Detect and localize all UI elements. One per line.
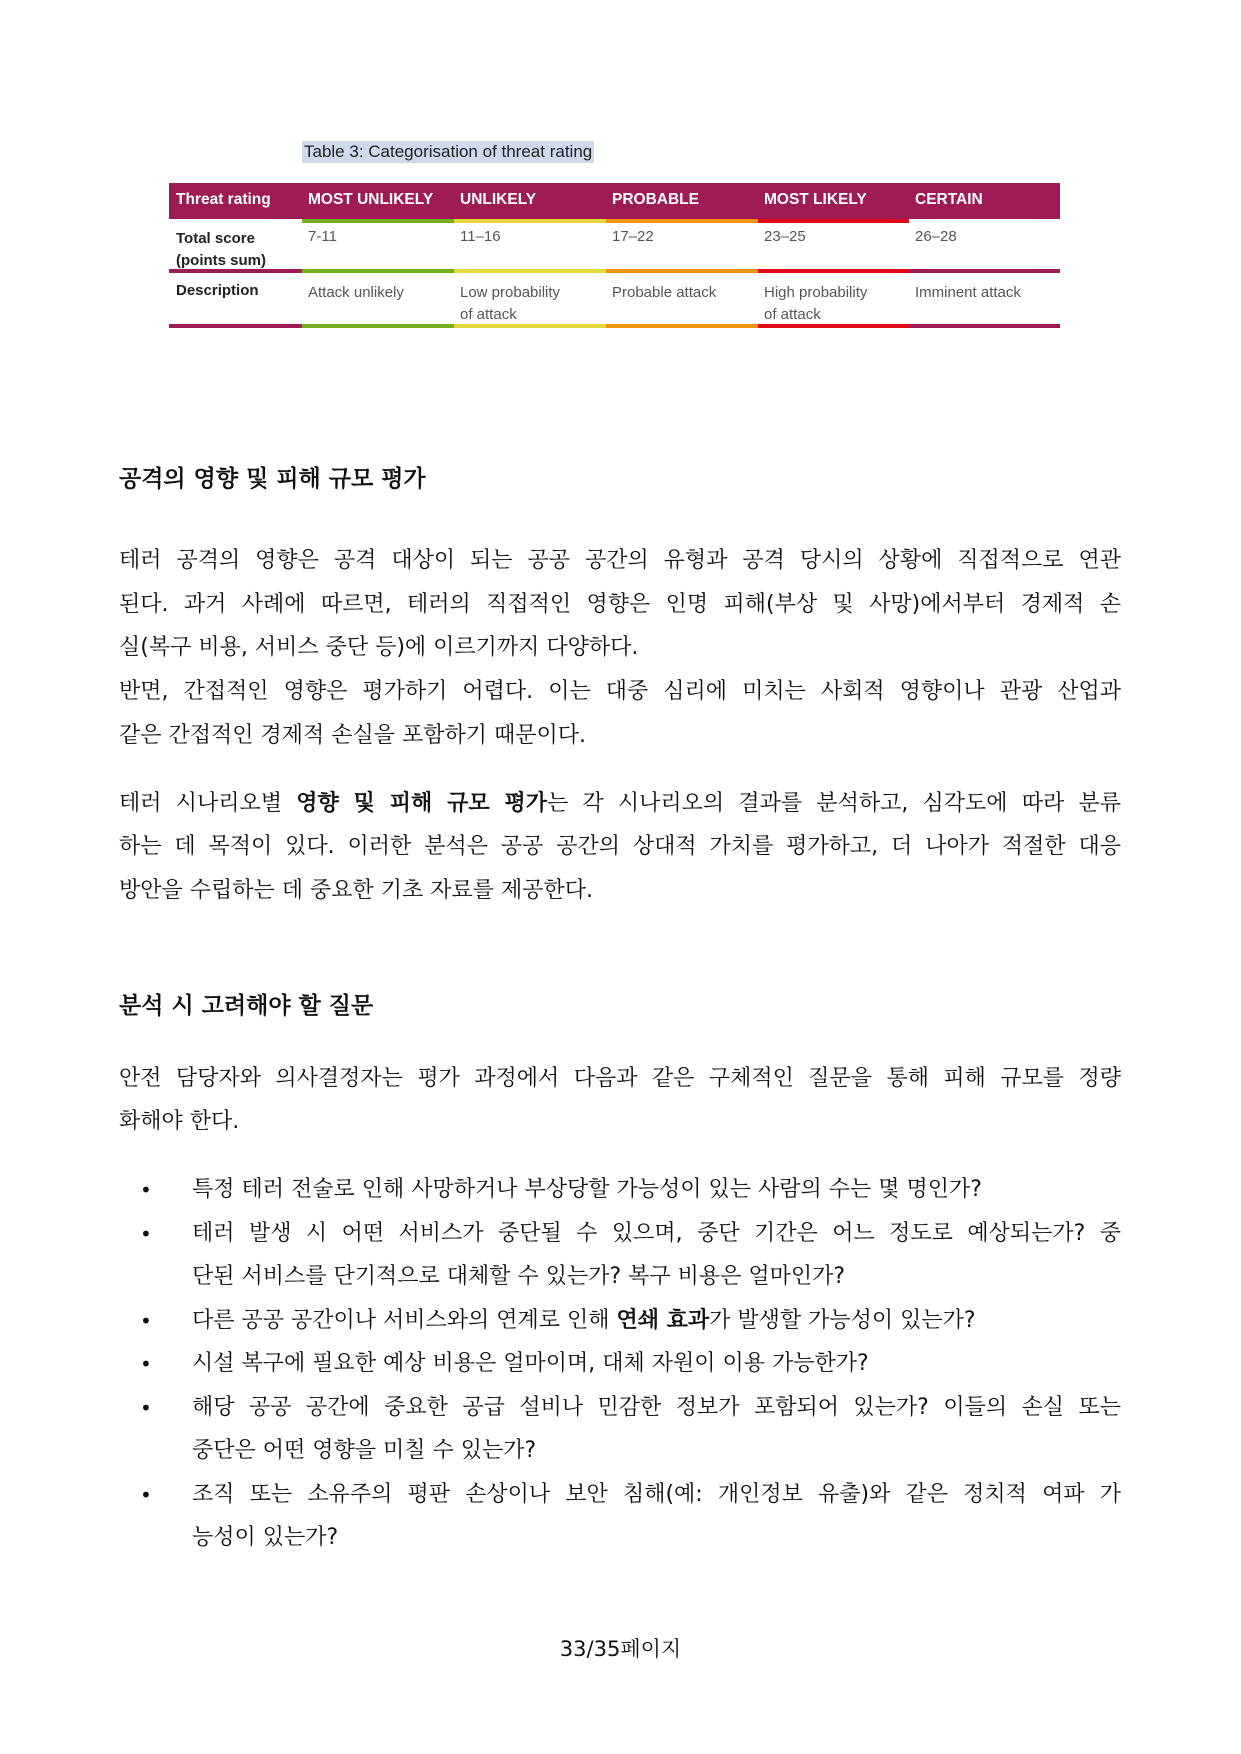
score-most-likely: 23–25 [764, 228, 806, 245]
bold-term: 영향 및 피해 규모 평가 [296, 791, 547, 816]
row-divider-purple [909, 269, 1060, 273]
description-label: Description [176, 282, 259, 299]
bullet-item: 테러 발생 시 어떤 서비스가 중단될 수 있으며, 중단 기간은 어느 정도로 예상되는가? 중 [192, 1221, 1121, 1246]
paragraph-line: 테러 공격의 영향은 공격 대상이 되는 공공 공간의 유형과 공격 당시의 상황에 직접적으로 연관 [119, 548, 1121, 573]
score-label: Total score (points sum) [176, 230, 266, 269]
bullet-icon: • [140, 1352, 152, 1376]
desc-most-unlikely: Attack unlikely [308, 284, 404, 301]
bullet-icon: • [140, 1178, 152, 1202]
table-caption: Table 3: Categorisation of threat rating [304, 142, 593, 161]
bullet-item-cont: 단된 서비스를 단기적으로 대체할 수 있는가? 복구 비용은 얼마인가? [192, 1264, 846, 1289]
bullet-icon: • [140, 1309, 152, 1333]
desc-unlikely: Low probability of attack [460, 284, 561, 323]
header-most-likely: MOST LIKELY [764, 191, 867, 208]
bullet-item: 시설 복구에 필요한 예상 비용은 얼마이며, 대체 자원이 이용 가능한가? [192, 1351, 869, 1376]
desc-certain: Imminent attack [915, 284, 1021, 301]
row-divider-orange [606, 269, 758, 273]
paragraph-line: 안전 담당자와 의사결정자는 평가 과정에서 다음과 같은 구체적인 질문을 통해 피해 규모를 정량 [119, 1066, 1121, 1091]
row-divider-yellow [454, 269, 606, 273]
bullet-item: 특정 테러 전술로 인해 사망하거나 부상당할 가능성이 있는 사람의 수는 몇 명인가? [192, 1177, 982, 1202]
paragraph-line: 실(복구 비용, 서비스 중단 등)에 이르기까지 다양하다. [119, 635, 639, 660]
color-bar-yellow [454, 219, 606, 223]
bottom-bar-red [758, 324, 909, 328]
table-bottom-border [169, 324, 302, 328]
bullet-icon: • [140, 1396, 152, 1420]
paragraph-line: 된다. 과거 사례에 따르면, 테러의 직접적인 영향은 인명 피해(부상 및 사망)에서부터 경제적 손 [119, 592, 1121, 617]
bottom-bar-purple [909, 324, 1060, 328]
header-probable: PROBABLE [612, 191, 699, 208]
page-number: 33/35페이지 [559, 1637, 682, 1661]
bullet-icon: • [140, 1222, 152, 1246]
section-heading-impact: 공격의 영향 및 피해 규모 평가 [119, 466, 426, 492]
score-probable: 17–22 [612, 228, 654, 245]
paragraph-line: 같은 간접적인 경제적 손실을 포함하기 때문이다. [119, 723, 587, 748]
bottom-bar-orange [606, 324, 758, 328]
paragraph-line: 반면, 간접적인 영향은 평가하기 어렵다. 이는 대중 심리에 미치는 사회적 영향이나 관광 산업과 [119, 679, 1121, 704]
header-threat-rating: Threat rating [176, 191, 271, 208]
bullet-item-cont: 중단은 어떤 영향을 미칠 수 있는가? [192, 1438, 537, 1463]
score-unlikely: 11–16 [460, 228, 501, 245]
bullet-icon: • [140, 1483, 152, 1507]
paragraph-line: 하는 데 목적이 있다. 이러한 분석은 공공 공간의 상대적 가치를 평가하고, 더 나아가 적절한 대응 [119, 834, 1121, 859]
section-heading-questions: 분석 시 고려해야 할 질문 [119, 993, 374, 1019]
desc-most-likely: High probability of attack [764, 284, 868, 323]
bullet-item: 해당 공공 공간에 중요한 공급 설비나 민감한 정보가 포함되어 있는가? 이들의 손실 또는 [192, 1395, 1121, 1420]
paragraph-line: 테러 시나리오별 영향 및 피해 규모 평가는 각 시나리오의 결과를 분석하고, 심각도에 따라 분류 [119, 791, 1121, 816]
desc-probable: Probable attack [612, 284, 717, 301]
row-divider [169, 269, 302, 273]
header-certain: CERTAIN [915, 191, 983, 208]
paragraph-line: 방안을 수립하는 데 중요한 기초 자료를 제공한다. [119, 878, 593, 903]
header-most-unlikely: MOST UNLIKELY [308, 191, 434, 208]
score-certain: 26–28 [915, 228, 957, 245]
paragraph-line: 화해야 한다. [119, 1109, 240, 1134]
score-most-unlikely: 7-11 [308, 228, 337, 245]
bottom-bar-yellow [454, 324, 606, 328]
color-bar-red [758, 219, 909, 223]
header-unlikely: UNLIKELY [460, 191, 537, 208]
bullet-item-cont: 능성이 있는가? [192, 1525, 339, 1550]
row-divider-red [758, 269, 909, 273]
bottom-bar-green [302, 324, 454, 328]
color-bar-orange [606, 219, 758, 223]
bold-term: 연쇄 효과 [616, 1308, 710, 1333]
bullet-item: 조직 또는 소유주의 평판 손상이나 보안 침해(예: 개인정보 유출)와 같은 정치적 여파 가 [192, 1482, 1121, 1507]
bullet-item: 다른 공공 공간이나 서비스와의 연계로 인해 연쇄 효과가 발생할 가능성이 있는가? [192, 1308, 976, 1333]
color-bar-green [302, 219, 454, 223]
row-divider-green [302, 269, 454, 273]
